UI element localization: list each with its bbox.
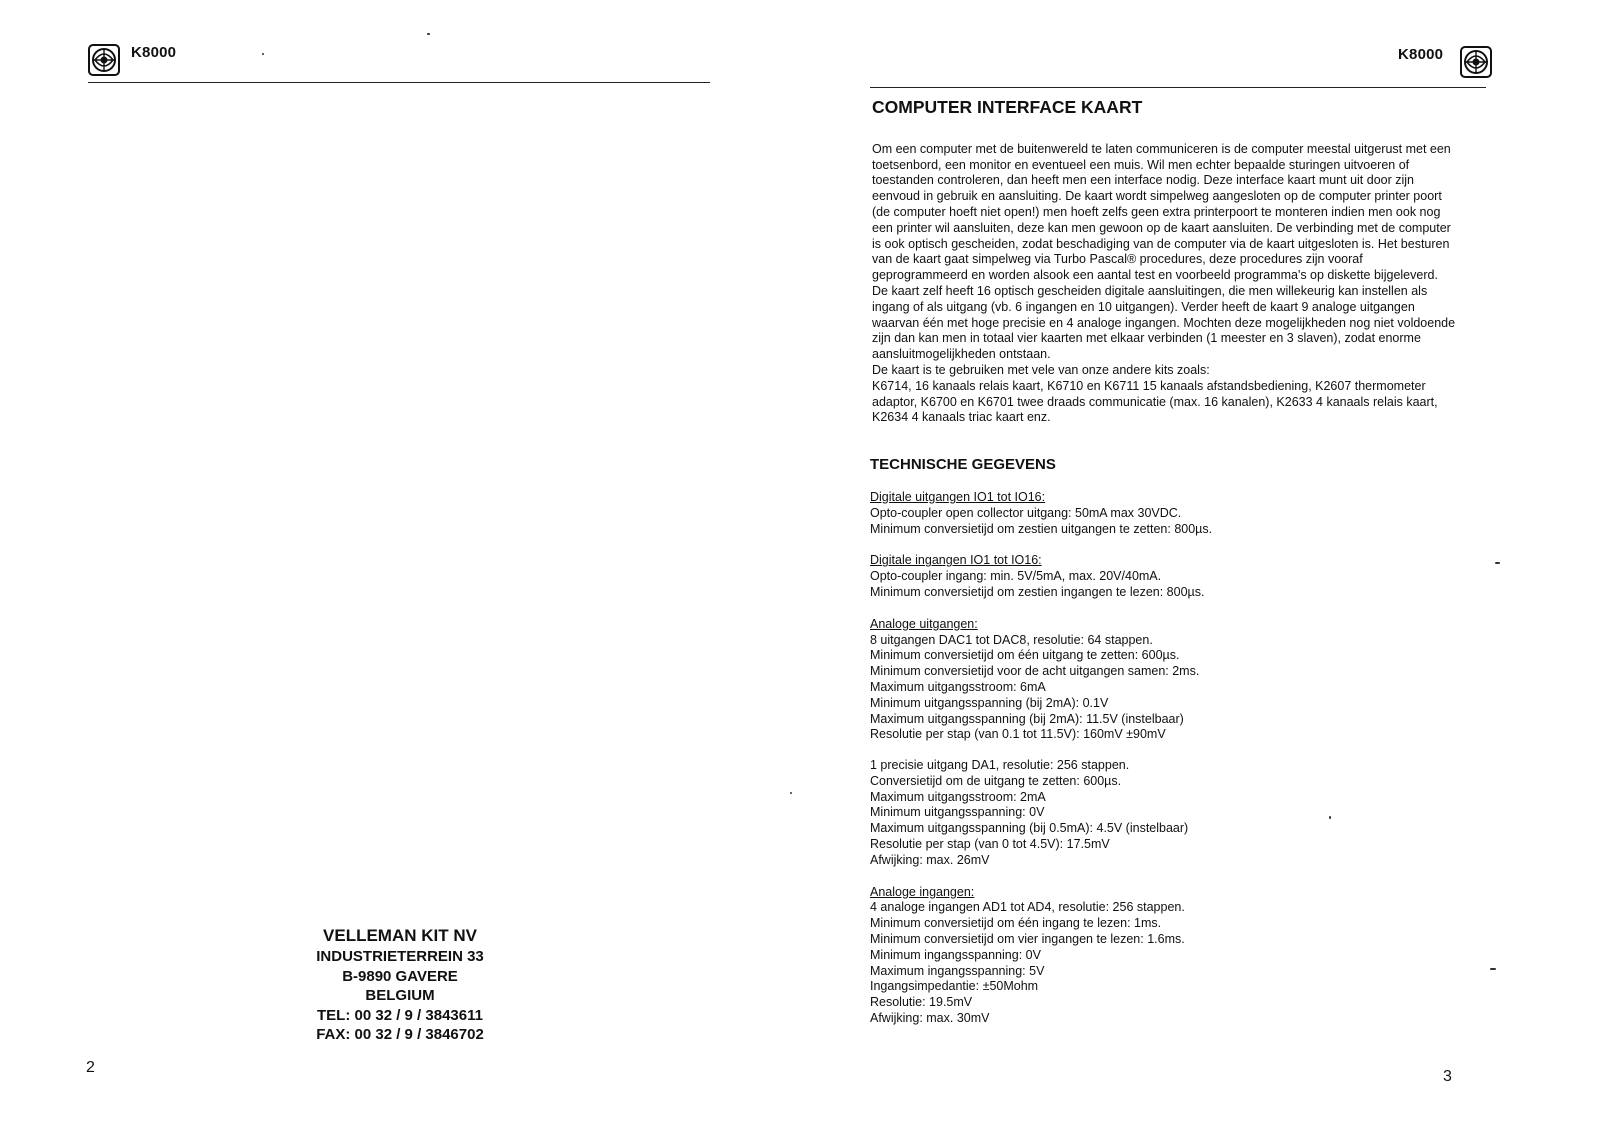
spec-line: Minimum conversietijd om één ingang te lezen: 1ms.: [870, 916, 1162, 931]
spec-line: Resolutie per stap (van 0 tot 4.5V): 17.5mV: [870, 837, 1110, 852]
spec-digital-outputs: [870, 490, 1510, 537]
spec-heading: Digitale uitgangen IO1 tot IO16:: [870, 489, 1046, 504]
intro-line: K6714, 16 kanaals relais kaart, K6710 en K6711 15 kanaals afstandsbediening, K2607 thermometer: [872, 378, 1426, 393]
intro-line: K2634 4 kanaals triac kaart enz.: [872, 410, 1051, 425]
spec-line: Resolutie: 19.5mV: [870, 995, 973, 1010]
intro-line: adaptor, K6700 en K6701 twee draads communicatie (max. 16 kanalen), K2633 4 kanaals relais kaart,: [872, 394, 1438, 409]
velleman-logo-icon: [88, 44, 120, 76]
spec-heading: Analoge ingangen:: [870, 884, 975, 899]
address-street: INDUSTRIETERREIN 33: [316, 948, 484, 965]
intro-line: geprogrammeerd en worden alsook een aantal test en voorbeeld programma's op diskette bijgeleverd.: [872, 268, 1438, 283]
spec-line: 1 precisie uitgang DA1, resolutie: 256 stappen.: [870, 758, 1130, 773]
header-rule: [88, 82, 710, 83]
spec-heading: Digitale ingangen IO1 tot IO16:: [870, 553, 1042, 568]
intro-line: toetsenbord, een monitor en eventueel een muis. Wil men echter bepaalde sturingen uitvoeren of: [872, 157, 1410, 172]
spec-heading: Analoge uitgangen:: [870, 616, 978, 631]
tech-specs-title: TECHNISCHE GEGEVENS: [870, 456, 1056, 474]
spec-analog-inputs: [870, 885, 1510, 1027]
spec-line: Afwijking: max. 26mV: [870, 852, 990, 867]
spec-line: Resolutie per stap (van 0.1 tot 11.5V): 160mV ±90mV: [870, 727, 1166, 742]
spec-line: Opto-coupler open collector uitgang: 50mA max 30VDC.: [870, 505, 1182, 520]
spec-line: Minimum uitgangsspanning: 0V: [870, 805, 1045, 820]
intro-line: van de kaart gaat simpelweg via Turbo Pascal® procedures, deze procedures zijn vooraf: [872, 252, 1363, 267]
address-country: BELGIUM: [365, 987, 435, 1004]
document-title: COMPUTER INTERFACE KAART: [872, 97, 1143, 117]
address-tel: TEL: 00 32 / 9 / 3843611: [317, 1006, 483, 1024]
spec-line: 8 uitgangen DAC1 tot DAC8, resolutie: 64 stappen.: [870, 632, 1153, 647]
intro-line: zijn dan kan men in totaal vier kaarten met elkaar verbinden (1 meester en 3 slaven), zodat enorme: [872, 331, 1421, 346]
address-fax: FAX: 00 32 / 9 / 3846702: [316, 1026, 484, 1043]
spec-analog-outputs: [870, 617, 1510, 869]
intro-line: aansluitmogelijkheden ontstaan.: [872, 347, 1051, 362]
spec-line: Maximum uitgangsstroom: 2mA: [870, 789, 1046, 804]
spec-digital-inputs: [870, 553, 1510, 600]
intro-line: ingang of als uitgang (vb. 6 ingangen en 10 uitgangen). Verder heeft de kaart 9 analoge uitgangen: [872, 299, 1415, 314]
velleman-logo-icon: [1460, 46, 1492, 78]
scan-speck: [1490, 968, 1496, 970]
model-label: K8000: [131, 44, 177, 61]
spec-line: Minimum conversietijd om zestien uitgangen te zetten: 800µs.: [870, 521, 1213, 536]
company-name: VELLEMAN KIT NV: [323, 926, 477, 945]
spec-line: Maximum uitgangsstroom: 6mA: [870, 679, 1046, 694]
spec-line: Minimum conversietijd voor de acht uitgangen samen: 2ms.: [870, 664, 1200, 679]
scan-speck: [1329, 816, 1331, 819]
intro-line: is ook optisch gescheiden, zodat beschadiging van de computer via de kaart uitgesloten is. Het besturen: [872, 236, 1450, 251]
spec-line: Maximum ingangsspanning: 5V: [870, 963, 1045, 978]
intro-line: waarvan één met hoge precisie en 4 analoge ingangen. Mochten deze mogelijkheden nog niet voldoende: [872, 315, 1456, 330]
page-number: 3: [1443, 1068, 1452, 1085]
spec-line: Minimum conversietijd om vier ingangen te lezen: 1.6ms.: [870, 932, 1185, 947]
intro-paragraph: [870, 142, 1510, 426]
spec-line: Maximum uitgangsspanning (bij 0.5mA): 4.5V (instelbaar): [870, 821, 1189, 836]
intro-line: een printer wil aansluiten, deze kan men gewoon op de kaart aansluiten. De verbinding met de computer: [872, 220, 1451, 235]
document-body: [870, 97, 1510, 1043]
spec-line: Conversietijd om de uitgang te zetten: 600µs.: [870, 773, 1122, 788]
page-number: 2: [86, 1059, 95, 1076]
spec-line: Minimum conversietijd om zestien ingangen te lezen: 800µs.: [870, 584, 1205, 599]
intro-line: Om een computer met de buitenwereld te laten communiceren is de computer meestal uitgerust met een: [872, 141, 1451, 156]
spec-line: Maximum uitgangsspanning (bij 2mA): 11.5V (instelbaar): [870, 711, 1184, 726]
scan-speck: [262, 53, 264, 55]
spec-line: Opto-coupler ingang: min. 5V/5mA, max. 20V/40mA.: [870, 569, 1162, 584]
spec-line: Minimum conversietijd om één uitgang te zetten: 600µs.: [870, 648, 1180, 663]
intro-line: De kaart is te gebruiken met vele van onze andere kits zoals:: [872, 362, 1210, 377]
address-city: B-9890 GAVERE: [342, 967, 458, 985]
company-address: [290, 925, 510, 1045]
spec-line: 4 analoge ingangen AD1 tot AD4, resolutie: 256 stappen.: [870, 900, 1185, 915]
spec-line: Afwijking: max. 30mV: [870, 1011, 990, 1026]
model-label: K8000: [1398, 46, 1444, 63]
spacer: [870, 743, 1510, 758]
left-page: [0, 0, 790, 1125]
scan-speck: [1495, 562, 1500, 564]
intro-line: toestanden controleren, dan heeft men een interface nodig. Deze interface kaart munt uit door zijn: [872, 173, 1414, 188]
right-page: [790, 0, 1600, 1125]
spec-line: Minimum uitgangsspanning (bij 2mA): 0.1V: [870, 695, 1109, 710]
spec-line: Minimum ingangsspanning: 0V: [870, 947, 1041, 962]
intro-line: De kaart zelf heeft 16 optisch gescheiden digitale aansluitingen, die men willekeurig kan instellen als: [872, 283, 1428, 298]
intro-line: eenvoud in gebruik en aansluiting. De kaart wordt simpelweg aangesloten op de computer printer poort: [872, 189, 1442, 204]
spec-line: Ingangsimpedantie: ±50Mohm: [870, 979, 1039, 994]
header-rule: [870, 87, 1486, 88]
intro-line: (de computer hoeft niet open!) men hoeft zelfs geen extra printerpoort te monteren indien men ook nog: [872, 204, 1441, 219]
scan-speck: [427, 33, 430, 35]
